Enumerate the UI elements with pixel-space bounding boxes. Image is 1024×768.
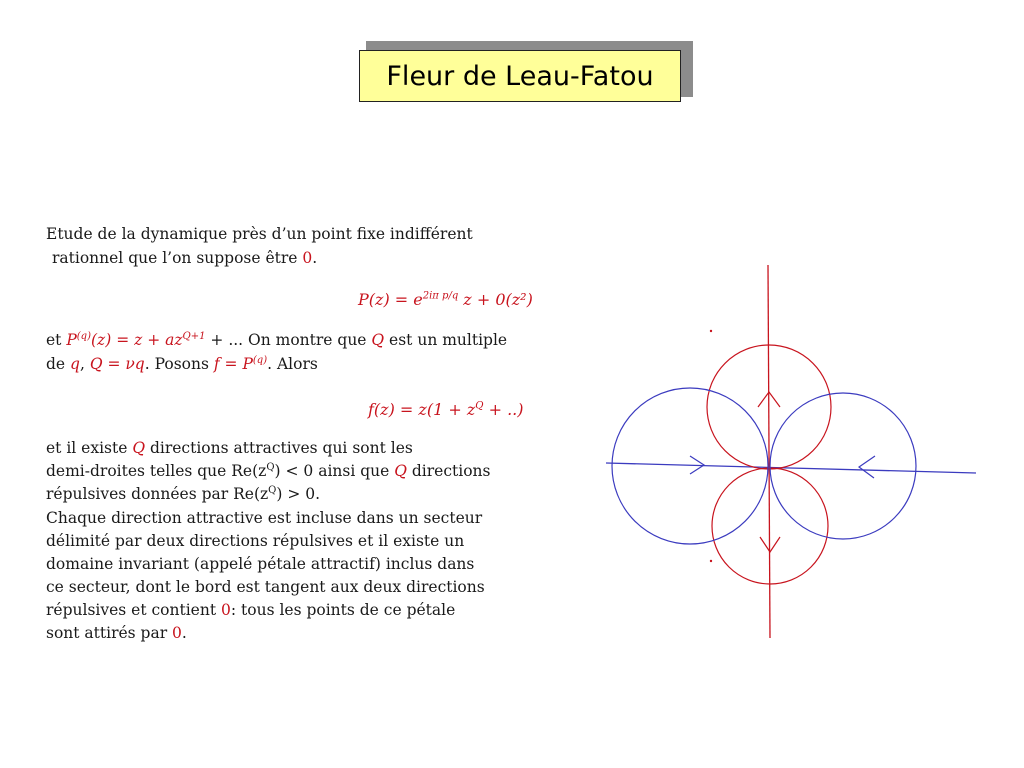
formula-part: q [70, 355, 80, 373]
text-span: + ... On montre que [205, 331, 372, 349]
text-span: et il existe [46, 439, 133, 457]
text-span: est un multiple [384, 331, 508, 349]
slide-title: Fleur de Leau-Fatou [359, 50, 681, 102]
text-span: directions [406, 462, 491, 480]
formula-f [368, 400, 523, 419]
text-line [46, 461, 490, 482]
formula-exp: (q) [252, 354, 268, 366]
formula-exp: (q) [76, 330, 91, 342]
text-line [52, 248, 317, 269]
dot-marker [710, 560, 712, 562]
formula-part: Q [371, 331, 385, 349]
red-zero: 0 [221, 601, 231, 619]
dot-marker [710, 330, 712, 332]
text-span: répulsives et contient [46, 601, 221, 619]
text-line: Etude de la dynamique près d’un point fixe indifférent [46, 225, 473, 243]
formula-part: f = P [213, 355, 253, 373]
leau-fatou-flower-diagram [600, 260, 980, 645]
text-span: . Posons [144, 355, 214, 373]
text-span: , [79, 355, 90, 373]
text-span: ) > 0. [276, 485, 321, 503]
blue-petal-left [612, 388, 768, 544]
text-span: répulsives données par Re(z [46, 485, 269, 503]
formula-exp: Q [268, 484, 277, 496]
formula-exp: Q [266, 461, 275, 473]
text-span: . [312, 249, 318, 267]
formula-exp: Q [475, 400, 484, 412]
text-span: ) < 0 ainsi que [274, 462, 395, 480]
text-span: . [181, 624, 187, 642]
text-span: sont attirés par [46, 624, 173, 642]
text-line [46, 330, 507, 351]
formula-part: P [66, 331, 77, 349]
red-zero: 0 [172, 624, 182, 642]
formula-part: + ..) [483, 400, 524, 419]
formula-part: (z) = z + az [91, 331, 183, 349]
text-line: délimité par deux directions répulsives et il existe un [46, 532, 465, 550]
text-span: directions attractives qui sont les [145, 439, 413, 457]
text-span: et [46, 331, 67, 349]
text-line [46, 484, 320, 505]
text-line: ce secteur, dont le bord est tangent aux deux directions [46, 578, 485, 596]
red-zero: 0 [302, 249, 313, 267]
text-span: . Alors [267, 355, 318, 373]
formula-part: Q [394, 462, 407, 480]
text-line: Chaque direction attractive est incluse dans un secteur [46, 509, 483, 527]
formula-exp: Q+1 [182, 330, 206, 342]
formula-part: Q = νq [89, 355, 145, 373]
formula-part: Q [132, 439, 146, 457]
text-line [46, 600, 455, 621]
text-span: demi-droites telles que Re(z [46, 462, 267, 480]
formula-part: z + 0(z²) [458, 290, 533, 309]
arrow-left-icon [859, 456, 875, 478]
text-line: domaine invariant (appelé pétale attractif) inclus dans [46, 555, 475, 573]
text-line [46, 623, 187, 644]
formula-P [358, 290, 533, 309]
text-span: rationnel que l’on suppose être [52, 249, 303, 267]
text-line [46, 438, 413, 459]
text-line [46, 354, 318, 375]
text-span: de [46, 355, 71, 373]
formula-part: P(z) = e [358, 290, 423, 309]
blue-petal-right [770, 393, 916, 539]
text-span: : tous les points de ce pétale [230, 601, 456, 619]
vertical-axis [768, 265, 770, 638]
formula-part: f(z) = z(1 + z [368, 400, 476, 419]
formula-exp: 2iπ p/q [422, 290, 459, 302]
